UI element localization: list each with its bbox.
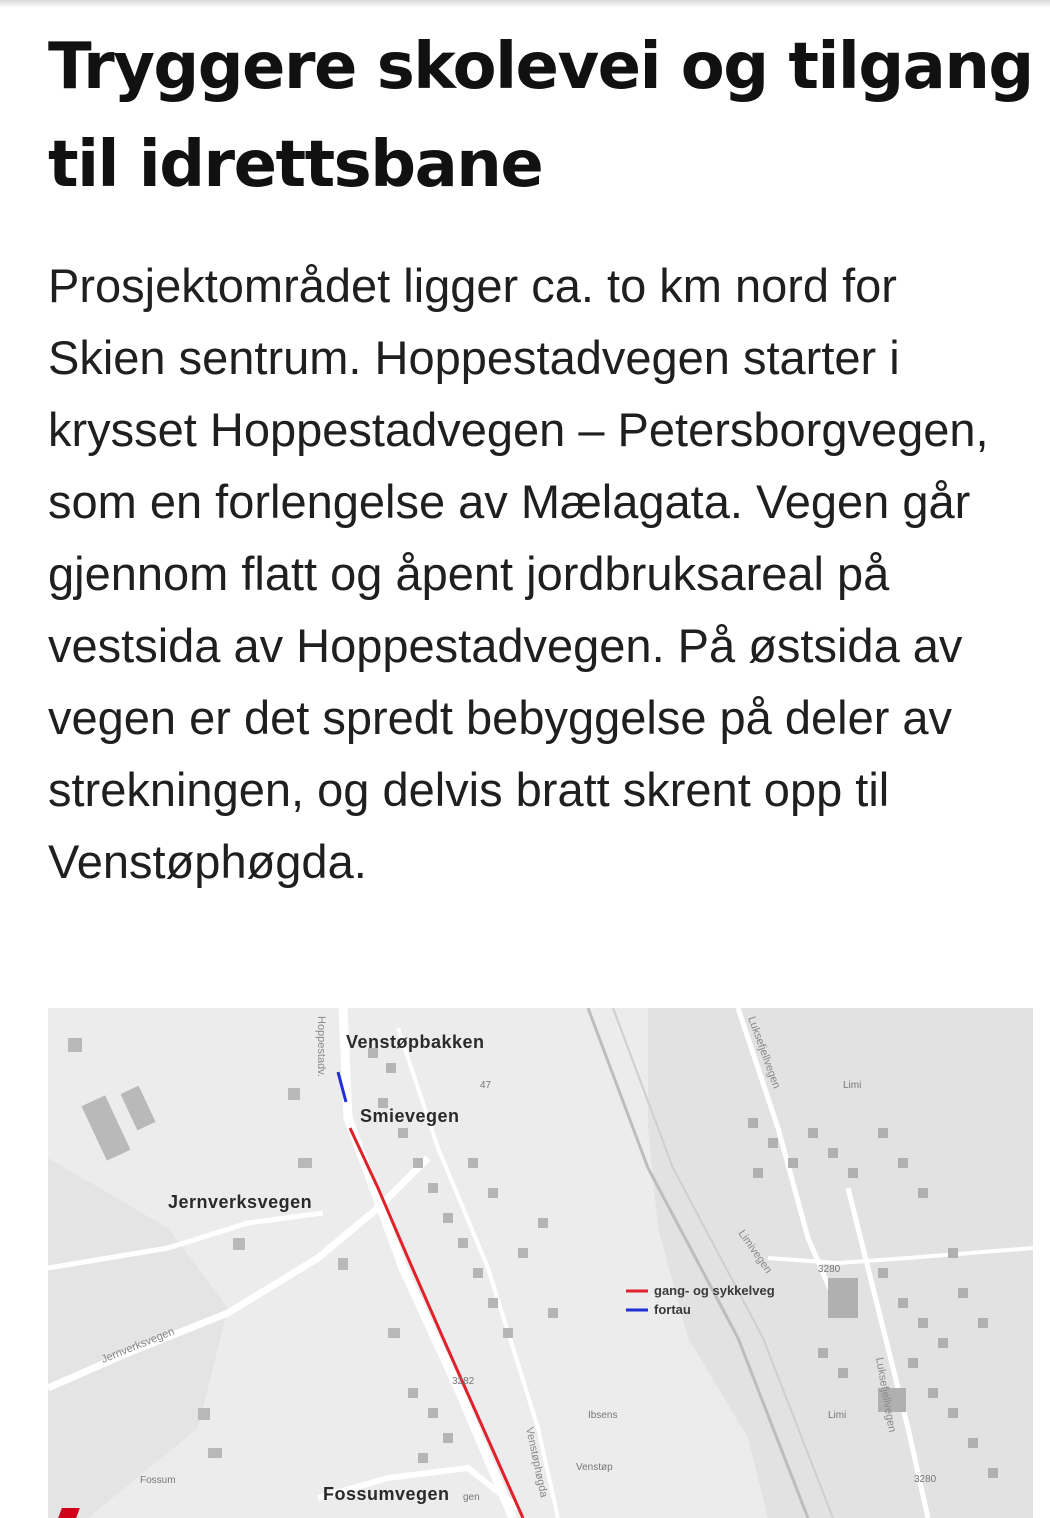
legend-label-gang-og-sykkelveg: gang- og sykkelveg bbox=[654, 1283, 775, 1298]
label-3280-b: 3280 bbox=[914, 1474, 937, 1485]
article-body: Prosjektområdet ligger ca. to km nord for Skien sentrum. Hoppestadvegen starter i krysset Hoppestadvegen – Petersborgvegen, som en forlengelse av Mælagata. Vegen går gjennom flatt og åpent jordbruksareal på vestsida av Hoppestadvegen. På østsida av vegen er det spredt bebyggelse på deler av strekningen, og delvis bratt skrent opp til Venstøphøgda. bbox=[48, 259, 989, 888]
label-jernverksvegen-road: Jernverksvegen bbox=[99, 1325, 177, 1366]
article-title: Tryggere skolevei og tilgang til idrettsbane bbox=[48, 30, 1033, 202]
label-venstophogda: Venstøphøgda bbox=[523, 1426, 550, 1499]
label-fossum: Fossum bbox=[140, 1475, 176, 1486]
label-ibsens: Ibsens bbox=[588, 1410, 618, 1421]
label-limivegen: Limivegen bbox=[735, 1227, 775, 1276]
label-limi-lower: Limi bbox=[828, 1410, 847, 1421]
label-hoppestadvegen: Hoppestadv. bbox=[315, 1016, 327, 1077]
legend-label-fortau: fortau bbox=[654, 1302, 691, 1317]
top-shadow bbox=[0, 0, 1050, 8]
project-map[interactable] bbox=[48, 1008, 1033, 1518]
label-3282: 3282 bbox=[452, 1376, 475, 1387]
label-gen: gen bbox=[463, 1492, 480, 1503]
terrain-west bbox=[48, 1158, 228, 1518]
label-venstop: Venstøp bbox=[576, 1462, 613, 1473]
label-3280-a: 3280 bbox=[818, 1264, 841, 1275]
place-smievegen: Smievegen bbox=[360, 1106, 460, 1126]
label-luksefjellvegen-top: Luksefjellvegen bbox=[745, 1014, 783, 1091]
place-fossumvegen: Fossumvegen bbox=[323, 1484, 450, 1504]
label-47: 47 bbox=[480, 1080, 492, 1091]
label-luksefjellvegen-bottom: Luksefjellvegen bbox=[873, 1356, 899, 1434]
place-venstopbakken: Venstøpbakken bbox=[346, 1032, 485, 1052]
red-corner-mark bbox=[58, 1508, 80, 1518]
label-limi: Limi bbox=[843, 1080, 862, 1091]
map-canvas bbox=[48, 1008, 1033, 1518]
place-jernverksvegen: Jernverksvegen bbox=[168, 1192, 313, 1212]
